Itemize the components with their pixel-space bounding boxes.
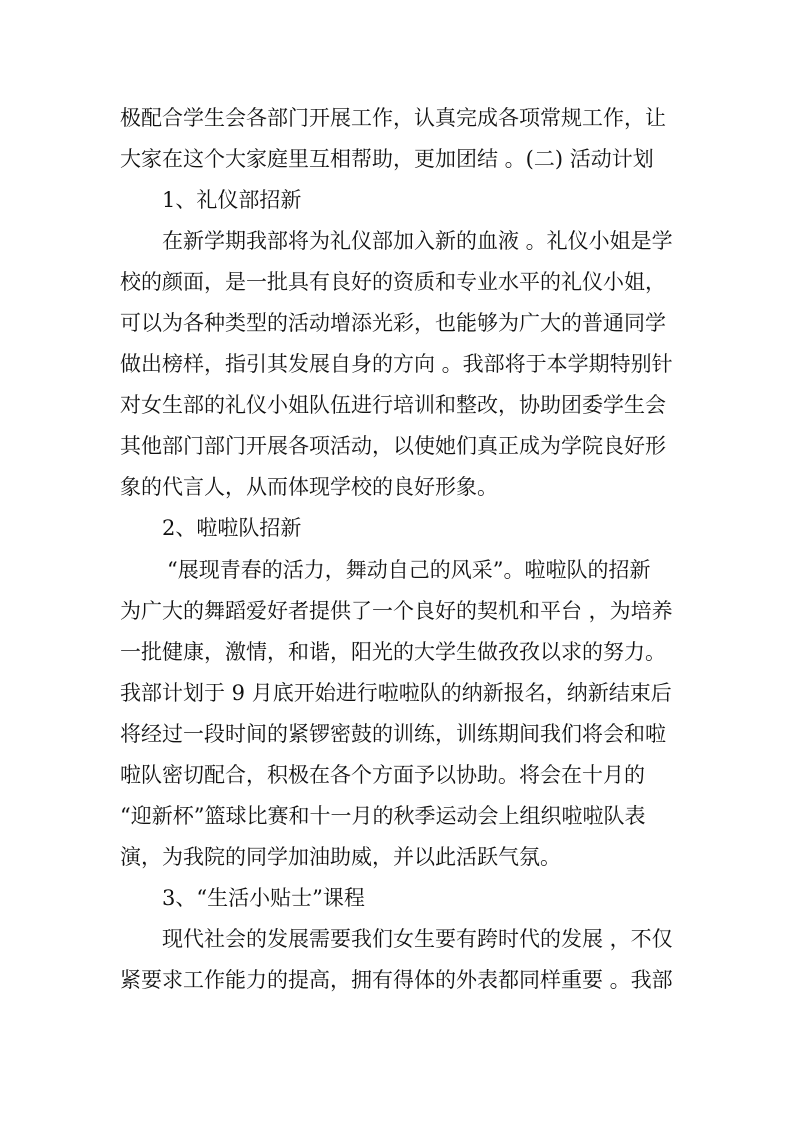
paragraph-line: 象的代言人，从而体现学校的良好形象。 [120, 475, 498, 499]
paragraph-line: 演，为我院的同学加油助威，并以此活跃气氛。 [120, 845, 561, 869]
paragraph-line: 其他部门部门开展各项活动，以使她们真正成为学院良好形 [120, 434, 666, 458]
paragraph-line: 为广大的舞蹈爱好者提供了一个良好的契机和平台 ，为培养 [120, 599, 673, 623]
paragraph-line: 一批健康，激情，和谐，阳光的大学生做孜孜以求的努力。 [120, 640, 666, 664]
paragraph-line: 对女生部的礼仪小姐队伍进行培训和整改，协助团委学生会 [120, 393, 666, 417]
paragraph-line: 我部计划于 9 月底开始进行啦啦队的纳新报名，纳新结束后 [120, 681, 672, 705]
paragraph-line: “迎新杯”篮球比赛和十一月的秋季运动会上组织啦啦队表 [120, 804, 646, 828]
paragraph-line: 紧要求工作能力的提高，拥有得体的外表都同样重要 。我部 [120, 968, 673, 992]
paragraph-line: 极配合学生会各部门开展工作，认真完成各项常规工作，让 [120, 106, 666, 130]
paragraph-line: “展现青春的活力，舞动自己的风采”。啦啦队的招新 [167, 558, 651, 582]
paragraph-line: 啦队密切配合，积极在各个方面予以协助。将会在十月的 [120, 763, 645, 787]
paragraph-line: 做出榜样，指引其发展自身的方向 。我部将于本学期特别针 [120, 352, 673, 376]
paragraph-line: 可以为各种类型的活动增添光彩，也能够为广大的普通同学 [120, 311, 666, 335]
section-heading-1: 1、礼仪部招新 [162, 188, 302, 212]
section-heading-2: 2、啦啦队招新 [162, 516, 302, 540]
paragraph-line: 现代社会的发展需要我们女生要有跨时代的发展 ，不仅 [162, 927, 673, 951]
paragraph-line: 校的颜面，是一批具有良好的资质和专业水平的礼仪小姐， [120, 270, 666, 294]
paragraph-line: 大家在这个大家庭里互相帮助，更加团结 。(二) 活动计划 [120, 147, 654, 171]
paragraph-line: 在新学期我部将为礼仪部加入新的血液 。礼仪小姐是学 [162, 229, 673, 253]
section-heading-3: 3、“生活小贴士”课程 [162, 886, 365, 910]
paragraph-line: 将经过一段时间的紧锣密鼓的训练，训练期间我们将会和啦 [120, 722, 666, 746]
